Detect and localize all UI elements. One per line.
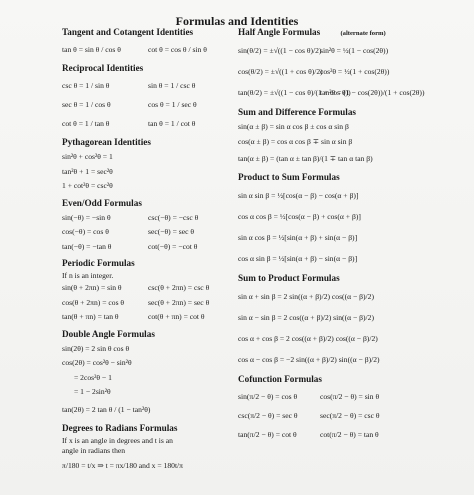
even-odd-section — [62, 198, 238, 255]
formula: π/180 = t/x ⇒ t = πx/180 and x = 180t/π — [62, 460, 183, 470]
formula: = 2cos²θ − 1 — [74, 372, 112, 382]
formula: tan(2θ) = 2 tan θ / (1 − tan²θ) — [62, 404, 151, 414]
degrees-section — [62, 423, 238, 475]
left-column — [62, 26, 238, 479]
formula: cos(θ/2) = ±√((1 + cos θ)/2) — [238, 67, 323, 76]
formula: sec(−θ) = sec θ — [148, 227, 194, 236]
formula-row — [62, 240, 238, 255]
reciprocal-title: Reciprocal Identities — [62, 63, 144, 73]
formula-row — [238, 387, 414, 406]
formula: sin α sin β = ½[cos(α − β) − cos(α + β)] — [238, 191, 359, 200]
sum-to-product-title: Sum to Product Formulas — [238, 273, 340, 283]
formula: cos α cos β = ½[cos(α − β) + cos(α + β)] — [238, 212, 361, 221]
formula: cos θ = 1 / sec θ — [148, 100, 197, 109]
formula: sec θ = 1 / cos θ — [62, 100, 111, 109]
formula: sin α cos β = ½[sin(α + β) + sin(α − β)] — [238, 233, 358, 242]
formula: csc θ = 1 / sin θ — [62, 81, 110, 90]
formula: sin(2θ) = 2 sin θ cos θ — [62, 343, 130, 353]
right-column — [238, 26, 425, 448]
formula: csc(θ + 2πn) = csc θ — [148, 283, 210, 292]
formula: cot(π/2 − θ) = tan θ — [320, 430, 379, 439]
formula-row — [62, 296, 238, 311]
formula-row — [62, 95, 238, 114]
sum-to-product-section — [238, 273, 414, 370]
formula: cot(θ + πn) = cot θ — [148, 312, 205, 321]
half-angle-section — [238, 27, 425, 103]
formula-row — [62, 281, 238, 296]
formula-row — [62, 225, 238, 240]
formula: cos(α ± β) = cos α cos β ∓ sin α sin β — [238, 136, 353, 146]
formula-row — [62, 310, 238, 325]
formula: tan(−θ) = −tan θ — [62, 241, 112, 251]
formula-row — [62, 40, 238, 59]
formula: cos(π/2 − θ) = sin θ — [320, 392, 380, 401]
formula: 1 + cot²θ = csc²θ — [62, 181, 113, 190]
formula: sin(−θ) = −sin θ — [62, 212, 111, 222]
formula-row — [238, 82, 425, 103]
formula: tan θ = 1 / cot θ — [148, 119, 196, 128]
half-angle-title-text: Half Angle Formulas — [238, 27, 321, 37]
product-to-sum-section — [238, 172, 414, 269]
formula: tan(θ + πn) = tan θ — [62, 312, 119, 321]
formula-row — [238, 425, 414, 444]
formula: tan θ = sin θ / cos θ — [62, 45, 121, 54]
degrees-note: angle in radians then — [62, 445, 126, 455]
cofunction-title: Cofunction Formulas — [238, 374, 322, 384]
formula: cot θ = 1 / tan θ — [62, 119, 110, 128]
even-odd-title: Even/Odd Formulas — [62, 197, 142, 208]
periodic-note: If n is an integer. — [62, 271, 114, 280]
formula: sin(π/2 − θ) = cos θ — [238, 392, 298, 401]
page-title: Formulas and Identities — [175, 14, 299, 28]
formula: cot θ = cos θ / sin θ — [148, 45, 207, 54]
sum-difference-section — [238, 107, 414, 168]
product-to-sum-title: Product to Sum Formulas — [238, 172, 340, 182]
tangent-section — [62, 27, 238, 59]
reciprocal-section — [62, 63, 238, 133]
formula: tan(π/2 − θ) = cot θ — [238, 430, 297, 439]
double-angle-section — [62, 329, 238, 419]
formula: sin²θ + cos²θ = 1 — [62, 152, 113, 161]
formula: = 1 − 2sin²θ — [74, 387, 111, 396]
formula-row — [238, 61, 414, 82]
formula: cos α − cos β = −2 sin((α + β)/2) sin((α − β)/2) — [238, 355, 380, 364]
formula: cot(−θ) = −cot θ — [148, 241, 198, 251]
formula: csc(π/2 − θ) = sec θ — [238, 411, 298, 420]
formula: sec(π/2 − θ) = csc θ — [320, 411, 380, 420]
formula: sin θ = 1 / csc θ — [148, 81, 196, 90]
formula: sin α − sin β = 2 cos((α + β)/2) sin((α − β)/2) — [238, 313, 374, 322]
half-angle-title — [238, 27, 414, 37]
formula: sin²θ = ½(1 − cos(2θ)) — [320, 46, 389, 55]
double-angle-title: Double Angle Formulas — [62, 328, 155, 339]
periodic-section — [62, 258, 238, 325]
formula-row — [62, 114, 238, 133]
formula: sin(θ + 2πn) = sin θ — [62, 283, 122, 292]
degrees-note: If x is an angle in degrees and t is an — [62, 435, 173, 445]
formula: cos α sin β = ½[sin(α + β) − sin(α − β)] — [238, 254, 358, 263]
formula-row — [238, 40, 414, 61]
formula-row — [62, 76, 238, 95]
formula: tan²θ + 1 = sec²θ — [62, 166, 113, 176]
formula: cos(θ + 2πn) = cos θ — [62, 297, 125, 307]
formula: sin(θ/2) = ±√((1 − cos θ)/2) — [238, 46, 322, 55]
cofunction-section — [238, 374, 414, 444]
degrees-title: Degrees to Radians Formulas — [62, 422, 178, 433]
tangent-title: Tangent and Cotangent Identities — [62, 27, 194, 37]
formula: cos(2θ) = cos²θ − sin²θ — [62, 358, 132, 367]
formula: sin α + sin β = 2 sin((α + β)/2) cos((α − β)/2) — [238, 292, 374, 301]
formula: tan(α ± β) = (tan α ± tan β)/(1 ∓ tan α tan β) — [238, 154, 373, 163]
formula: sec(θ + 2πn) = sec θ — [148, 297, 210, 307]
formula: cos(−θ) = cos θ — [62, 227, 109, 236]
formula: sin(α ± β) = sin α cos β ± cos α sin β — [238, 122, 349, 131]
periodic-title: Periodic Formulas — [62, 258, 135, 268]
formula: tan²θ = (1 − cos(2θ))/(1 + cos(2θ)) — [320, 88, 425, 97]
formula: tan(θ/2) = ±√((1 − cos θ)/(1 + cos θ)) — [238, 88, 351, 97]
formula-row — [238, 406, 414, 425]
formula: csc(−θ) = −csc θ — [148, 212, 199, 222]
sum-difference-title: Sum and Difference Formulas — [238, 107, 356, 117]
formula: cos²θ = ½(1 + cos(2θ)) — [320, 67, 390, 76]
pythagorean-title: Pythagorean Identities — [62, 137, 151, 147]
formula: cos α + cos β = 2 cos((α + β)/2) cos((α − β)/2) — [238, 334, 378, 343]
alternate-form-label: (alternate form) — [340, 30, 386, 37]
formula-row — [62, 211, 238, 226]
pythagorean-section — [62, 137, 238, 194]
